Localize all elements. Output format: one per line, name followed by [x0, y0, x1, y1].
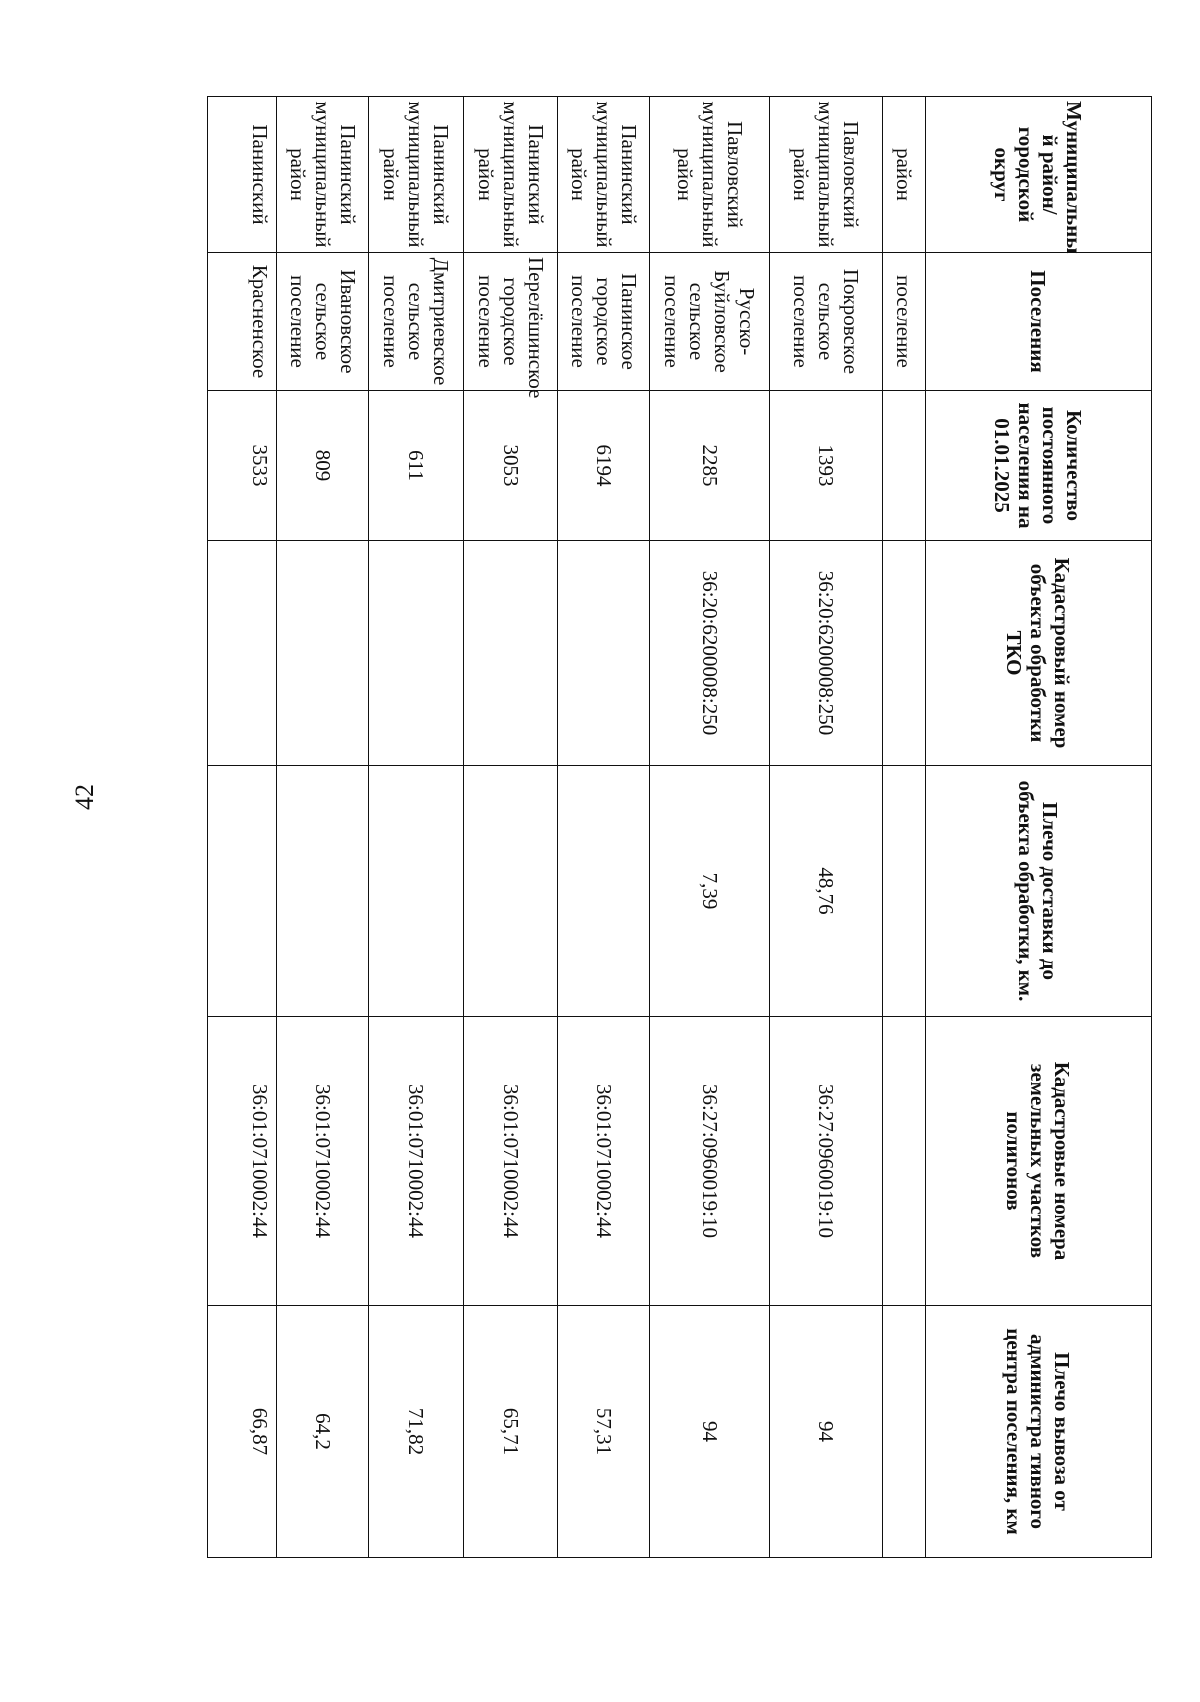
- table-cell: 3533: [208, 391, 277, 541]
- table-cell: Русско-Буйловское сельское поселение: [650, 253, 770, 391]
- table-cell: 71,82: [369, 1306, 464, 1558]
- table-cell: 36:01:0710002:44: [277, 1017, 369, 1306]
- table-cell: Перелёшинское городское поселение: [464, 253, 558, 391]
- table-cell: 1393: [770, 391, 883, 541]
- table-cell: 36:01:0710002:44: [208, 1017, 277, 1306]
- table-cell: 7,39: [650, 766, 770, 1017]
- data-table-container: [208, 96, 1152, 1557]
- table-cell: 36:20:6200008:250: [650, 541, 770, 766]
- table-cell: 611: [369, 391, 464, 541]
- header-cell: Кадастровые номера земельных участков полигонов: [926, 1017, 1152, 1306]
- table-cell: 48,76: [770, 766, 883, 1017]
- table-row: [277, 97, 369, 1558]
- table-row: [464, 97, 558, 1558]
- table-cell: 36:01:0710002:44: [558, 1017, 650, 1306]
- table-cell: [208, 541, 277, 766]
- table-cell: район: [883, 97, 926, 253]
- table-cell: 94: [650, 1306, 770, 1558]
- table-cell: 36:01:0710002:44: [369, 1017, 464, 1306]
- table-cell: 2285: [650, 391, 770, 541]
- table-cell: 809: [277, 391, 369, 541]
- table-cell: [558, 541, 650, 766]
- table-cell: [883, 391, 926, 541]
- settlements-table: [207, 96, 1152, 1558]
- table-cell: поселение: [883, 253, 926, 391]
- table-cell: [369, 766, 464, 1017]
- table-cell: 36:01:0710002:44: [464, 1017, 558, 1306]
- table-cell: [558, 766, 650, 1017]
- table-row: [770, 97, 883, 1558]
- table-cell: 3053: [464, 391, 558, 541]
- table-cell: 57,31: [558, 1306, 650, 1558]
- table-cell: 36:20:6200008:250: [770, 541, 883, 766]
- table-cell: 66,87: [208, 1306, 277, 1558]
- table-cell: Павловский муниципальный район: [770, 97, 883, 253]
- table-cell: 94: [770, 1306, 883, 1558]
- table-cell: [883, 766, 926, 1017]
- table-cell: Панинский муниципальный район: [277, 97, 369, 253]
- table-cell: Панинский муниципальный район: [369, 97, 464, 253]
- table-cell: [883, 1306, 926, 1558]
- table-cell: [369, 541, 464, 766]
- table-cell: Панинский муниципальный район: [558, 97, 650, 253]
- header-cell: Количество постоянного населения на 01.01.2025: [926, 391, 1152, 541]
- table-cell: Красненское: [208, 253, 277, 391]
- table-cell: Покровское сельское поселение: [770, 253, 883, 391]
- table-cell: 65,71: [464, 1306, 558, 1558]
- table-cell: Дмитриевское сельское поселение: [369, 253, 464, 391]
- table-row: [558, 97, 650, 1558]
- header-cell: Кадастровый номер объекта обработки ТКО: [926, 541, 1152, 766]
- table-cell: 36:27:0960019:10: [650, 1017, 770, 1306]
- table-cell: 64,2: [277, 1306, 369, 1558]
- page-number: 42: [70, 784, 99, 810]
- header-cell: Плечо доставки до объекта обработки, км.: [926, 766, 1152, 1017]
- header-cell: Муниципальны й район/ городской округ: [926, 97, 1152, 253]
- header-cell: Плечо вывоза от администра тивного центра поселения, км: [926, 1306, 1152, 1558]
- table-cell: [464, 541, 558, 766]
- table-cell: [883, 541, 926, 766]
- table-cell: [464, 766, 558, 1017]
- table-cell: Ивановское сельское поселение: [277, 253, 369, 391]
- table-cell: Панинское городское поселение: [558, 253, 650, 391]
- table-cell: [277, 766, 369, 1017]
- header-cell: Поселения: [926, 253, 1152, 391]
- table-row: [369, 97, 464, 1558]
- table-cell: 36:27:0960019:10: [770, 1017, 883, 1306]
- table-cell: [883, 1017, 926, 1306]
- table-cell: [277, 541, 369, 766]
- header-row: [926, 97, 1152, 1558]
- table-row: [208, 97, 277, 1558]
- table-cell: [208, 766, 277, 1017]
- table-cell: Павловский муниципальный район: [650, 97, 770, 253]
- subheader-row: [883, 97, 926, 1558]
- table-cell: 6194: [558, 391, 650, 541]
- table-cell: Панинский муниципальный район: [464, 97, 558, 253]
- table-row: [650, 97, 770, 1558]
- table-cell: Панинский: [208, 97, 277, 253]
